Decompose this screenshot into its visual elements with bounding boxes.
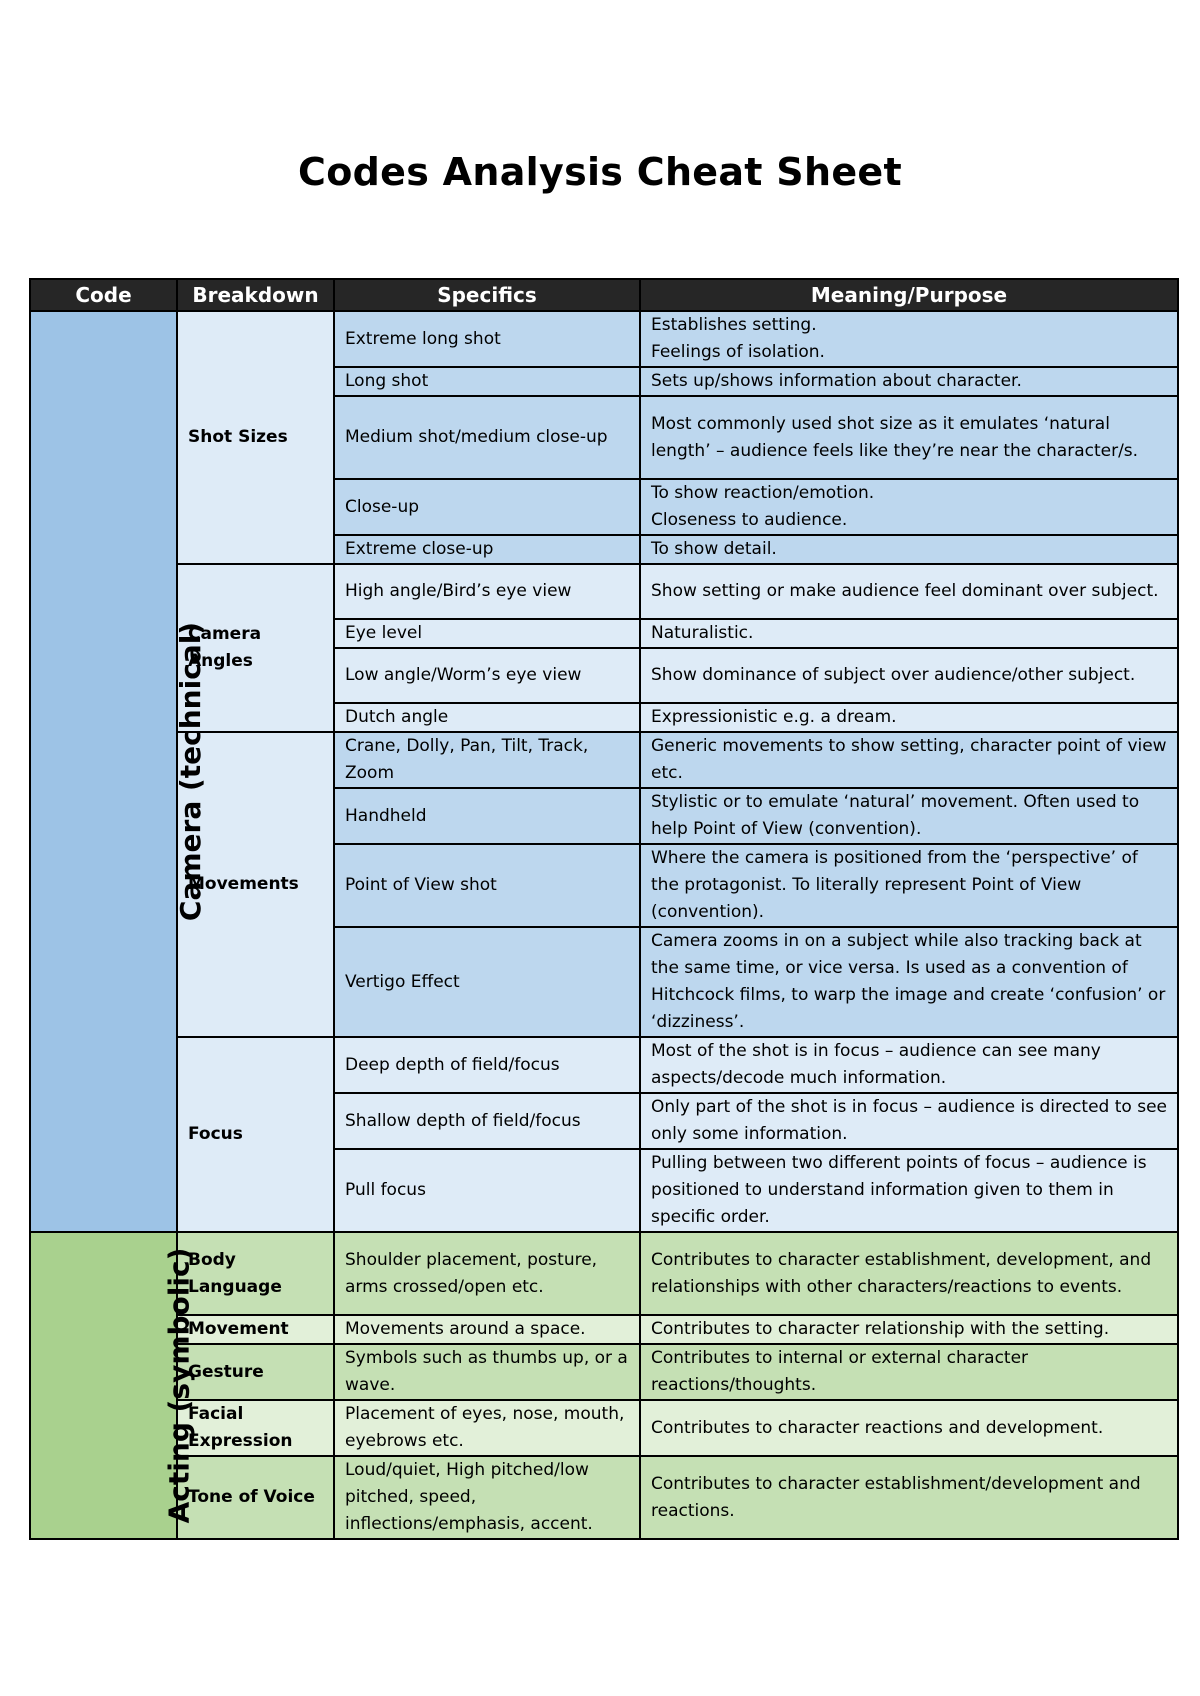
specifics-cell: High angle/Bird’s eye view [334,564,640,619]
breakdown-focus: Focus [177,1037,334,1232]
header-code: Code [30,279,177,311]
table-row [30,1456,1178,1539]
specifics-cell: Deep depth of field/focus [334,1037,640,1093]
meaning-cell: Camera zooms in on a subject while also tracking back at the same time, or vice versa. Is used as a convention of Hitchcock films, to warp the image and create ‘confusion’ or ‘dizziness’. [640,927,1178,1037]
specifics-cell: Placement of eyes, nose, mouth, eyebrows etc. [334,1400,640,1456]
specifics-cell: Handheld [334,788,640,844]
meaning-cell: Contributes to character establishment/development and reactions. [640,1456,1178,1539]
table-row [30,1232,1178,1315]
meaning-cell: Show dominance of subject over audience/other subject. [640,648,1178,703]
table-row [30,1037,1178,1093]
meaning-cell: Pulling between two different points of focus – audience is positioned to understand information given to them in specific order. [640,1149,1178,1232]
table-row [30,311,1178,367]
specifics-cell: Shallow depth of field/focus [334,1093,640,1149]
specifics-cell: Symbols such as thumbs up, or a wave. [334,1344,640,1400]
meaning-cell: Establishes setting. Feelings of isolation. [640,311,1178,367]
specifics-cell: Close-up [334,479,640,535]
breakdown-camera-angles: Camera Angles [177,564,334,732]
header-meaning: Meaning/Purpose [640,279,1178,311]
specifics-cell: Point of View shot [334,844,640,927]
specifics-cell: Low angle/Worm’s eye view [334,648,640,703]
specifics-cell: Long shot [334,367,640,396]
codes-table [29,278,1179,1540]
table-header-row [30,279,1178,311]
header-specifics: Specifics [334,279,640,311]
breakdown-body-language: Body Language [177,1232,334,1315]
meaning-cell: Only part of the shot is in focus – audience is directed to see only some information. [640,1093,1178,1149]
breakdown-movement: Movement [177,1315,334,1344]
code-camera-technical: Camera (technical) [30,311,177,1232]
specifics-cell: Medium shot/medium close-up [334,396,640,479]
specifics-cell: Extreme close-up [334,535,640,564]
meaning-cell: Expressionistic e.g. a dream. [640,703,1178,732]
breakdown-movements: Movements [177,732,334,1037]
table-row [30,1315,1178,1344]
meaning-cell: Where the camera is positioned from the ‘perspective’ of the protagonist. To literally represent Point of View (convention). [640,844,1178,927]
specifics-cell: Shoulder placement, posture, arms crossed/open etc. [334,1232,640,1315]
meaning-cell: Sets up/shows information about character. [640,367,1178,396]
breakdown-tone-of-voice: Tone of Voice [177,1456,334,1539]
specifics-cell: Pull focus [334,1149,640,1232]
meaning-cell: Contributes to character establishment, development, and relationships with other characters/reactions to events. [640,1232,1178,1315]
breakdown-facial-expression: Facial Expression [177,1400,334,1456]
meaning-cell: Contributes to character relationship with the setting. [640,1315,1178,1344]
specifics-cell: Loud/quiet, High pitched/low pitched, speed, inflections/emphasis, accent. [334,1456,640,1539]
meaning-cell: Most commonly used shot size as it emulates ‘natural length’ – audience feels like they’re near the character/s. [640,396,1178,479]
meaning-cell: To show reaction/emotion. Closeness to audience. [640,479,1178,535]
specifics-cell: Movements around a space. [334,1315,640,1344]
meaning-cell: Naturalistic. [640,619,1178,648]
table-row [30,1344,1178,1400]
table-row [30,564,1178,619]
meaning-cell: Most of the shot is in focus – audience can see many aspects/decode much information. [640,1037,1178,1093]
specifics-cell: Eye level [334,619,640,648]
meaning-cell: Contributes to character reactions and development. [640,1400,1178,1456]
code-acting-symbolic: Acting (symbolic) [30,1232,177,1539]
page-title: Codes Analysis Cheat Sheet [298,150,902,194]
specifics-cell: Vertigo Effect [334,927,640,1037]
breakdown-gesture: Gesture [177,1344,334,1400]
header-breakdown: Breakdown [177,279,334,311]
meaning-cell: Show setting or make audience feel dominant over subject. [640,564,1178,619]
meaning-cell: Stylistic or to emulate ‘natural’ movement. Often used to help Point of View (convention). [640,788,1178,844]
table-row [30,1400,1178,1456]
meaning-cell: Contributes to internal or external character reactions/thoughts. [640,1344,1178,1400]
meaning-cell: To show detail. [640,535,1178,564]
specifics-cell: Extreme long shot [334,311,640,367]
specifics-cell: Crane, Dolly, Pan, Tilt, Track, Zoom [334,732,640,788]
breakdown-shot-sizes: Shot Sizes [177,311,334,564]
specifics-cell: Dutch angle [334,703,640,732]
meaning-cell: Generic movements to show setting, character point of view etc. [640,732,1178,788]
